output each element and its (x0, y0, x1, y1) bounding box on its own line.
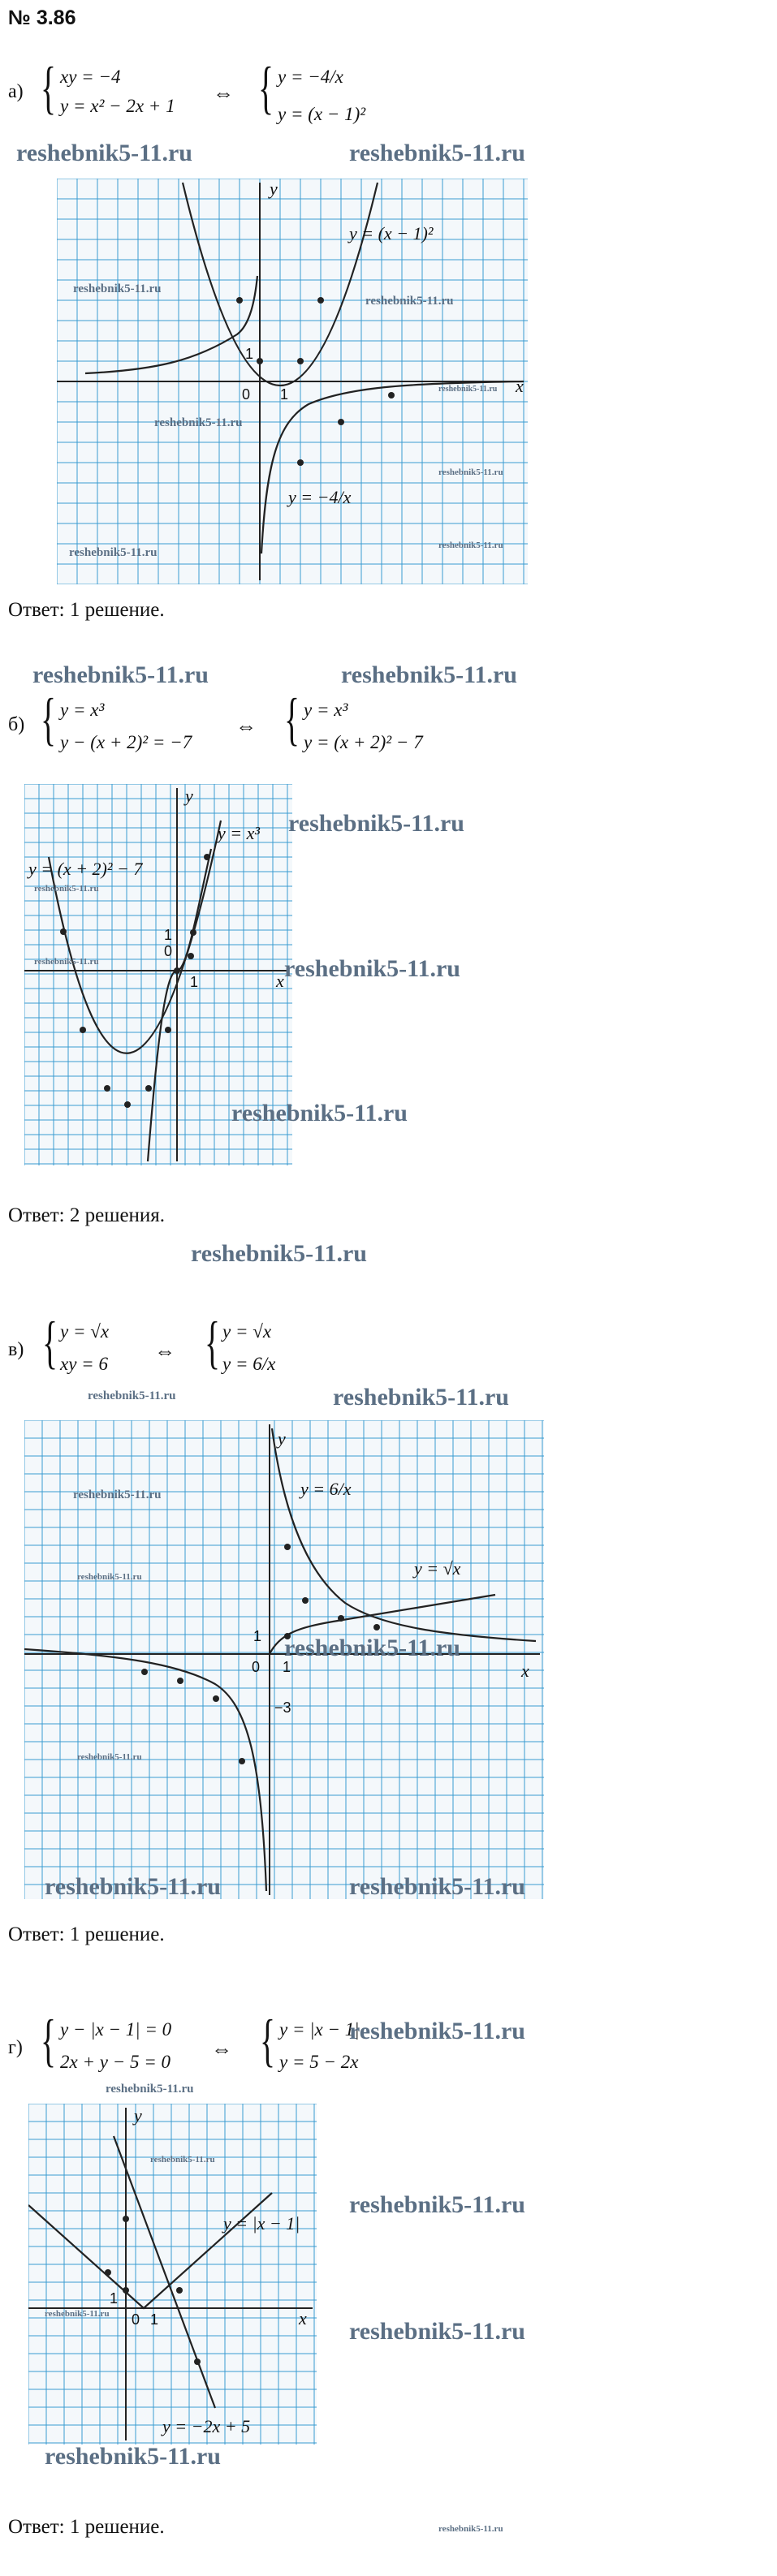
part-d-iff: ⇔ (211, 2037, 232, 2061)
part-c-brace-left: { (42, 1310, 58, 1375)
axis-y-label: y (134, 2105, 142, 2126)
curve-label-cubic: y = x³ (218, 823, 260, 843)
watermark: reshebnik5-11.ru (45, 1873, 221, 1900)
part-b-eq-right-1: y = x³ (304, 700, 348, 720)
part-d-eq-right-1: y = |x − 1| (279, 2019, 360, 2040)
watermark: reshebnik5-11.ru (73, 1488, 162, 1501)
origin-label: 0 (242, 386, 251, 403)
part-b-brace-right: { (284, 687, 300, 752)
part-b-label: б) (8, 714, 25, 735)
part-a-answer: Ответ: 1 решение. (8, 599, 165, 621)
part-c-brace-right: { (205, 1310, 221, 1375)
axis-x-label: x (276, 971, 284, 991)
point (165, 1027, 171, 1033)
part-c-answer: Ответ: 1 решение. (8, 1923, 165, 1945)
unit-x-label: 1 (190, 974, 199, 990)
point (104, 1085, 110, 1092)
point (105, 2269, 111, 2276)
unit-y-label: 1 (164, 927, 173, 943)
point (388, 392, 395, 398)
part-d-brace-left: { (41, 2008, 57, 2073)
unit-x-label: 1 (150, 2311, 159, 2328)
part-a-label: а) (8, 81, 24, 102)
part-a-iff: ⇔ (213, 81, 234, 105)
part-d-eq-left-2: 2x + y − 5 = 0 (60, 2052, 171, 2072)
part-b-iff: ⇔ (235, 714, 257, 738)
point (297, 358, 304, 364)
axis-x-label: x (299, 2308, 307, 2328)
watermark: reshebnik5-11.ru (106, 2083, 194, 2096)
unit-x-label: 1 (283, 1659, 291, 1675)
curve-label-hyperbola: y = −4/x (288, 487, 352, 507)
watermark: reshebnik5-11.ru (333, 1384, 509, 1411)
part-c-eq-left-1: y = √x (60, 1321, 110, 1342)
part-b-eq-left-2: y − (x + 2)² = −7 (60, 732, 192, 752)
origin-label: 0 (132, 2311, 140, 2328)
watermark: reshebnik5-11.ru (349, 2018, 525, 2044)
point (80, 1027, 86, 1033)
curve-label-sqrt: y = √x (414, 1558, 461, 1579)
point (338, 1615, 344, 1622)
point (236, 297, 243, 304)
point (177, 1678, 183, 1684)
watermark: reshebnik5-11.ru (341, 661, 517, 688)
part-d-answer: Ответ: 1 решение. (8, 2516, 165, 2538)
part-a-eq-left-1: xy = −4 (60, 67, 121, 87)
part-a-brace-left: { (41, 55, 57, 120)
point (373, 1624, 380, 1630)
part-b-answer: Ответ: 2 решения. (8, 1204, 166, 1226)
part-b-eq-right-2: y = (x + 2)² − 7 (304, 732, 423, 752)
part-d-eq-right-2: y = 5 − 2x (279, 2052, 359, 2072)
watermark: reshebnik5-11.ru (438, 541, 503, 550)
point (188, 953, 194, 959)
part-c-eq-right-1: y = √x (222, 1321, 272, 1342)
watermark: reshebnik5-11.ru (34, 884, 99, 894)
part-c-iff: ⇔ (154, 1339, 175, 1363)
part-d-eq-left-1: y − |x − 1| = 0 (60, 2019, 172, 2040)
unit-y-label: 1 (245, 346, 254, 362)
axis-x-label: x (521, 1661, 529, 1681)
watermark: reshebnik5-11.ru (73, 282, 162, 295)
watermark: reshebnik5-11.ru (88, 1389, 176, 1402)
point (123, 2287, 129, 2294)
origin-label: 0 (164, 943, 173, 959)
axis-x-label: x (516, 376, 524, 396)
watermark: reshebnik5-11.ru (438, 2524, 503, 2534)
watermark: reshebnik5-11.ru (34, 957, 99, 967)
point (145, 1085, 152, 1092)
origin-label: 0 (252, 1659, 261, 1675)
watermark: reshebnik5-11.ru (349, 140, 525, 166)
watermark: reshebnik5-11.ru (69, 546, 158, 559)
watermark: reshebnik5-11.ru (349, 1873, 525, 1900)
watermark: reshebnik5-11.ru (77, 1572, 142, 1582)
point (297, 459, 304, 466)
curve-label-abs: y = |x − 1| (223, 2213, 300, 2234)
problem-number: № 3.86 (8, 6, 76, 29)
watermark: reshebnik5-11.ru (438, 467, 503, 477)
part-c-eq-left-2: xy = 6 (60, 1354, 108, 1374)
part-c-label: в) (8, 1339, 24, 1360)
graph-a (57, 179, 528, 584)
watermark: reshebnik5-11.ru (150, 2155, 215, 2165)
point (317, 297, 324, 304)
unit-x-label: 1 (280, 386, 289, 403)
part-a-eq-right-2: y = (x − 1)² (278, 104, 366, 124)
part-a-brace-right: { (258, 55, 274, 120)
point (190, 929, 196, 936)
point (60, 928, 67, 935)
part-a-eq-right-1: y = −4/x (278, 67, 343, 87)
watermark: reshebnik5-11.ru (284, 1635, 460, 1661)
point (194, 2358, 201, 2365)
part-b-eq-left-1: y = x³ (60, 700, 105, 720)
axis-y-label: y (278, 1428, 286, 1449)
point (204, 854, 210, 860)
point (124, 1101, 131, 1108)
point (213, 1695, 219, 1702)
watermark: reshebnik5-11.ru (191, 1240, 367, 1267)
watermark: reshebnik5-11.ru (438, 385, 498, 394)
point (257, 358, 263, 364)
curve-label-hyperbola: y = 6/x (300, 1479, 352, 1499)
unit-y-label: 1 (253, 1628, 262, 1644)
watermark: reshebnik5-11.ru (349, 2191, 525, 2218)
curve-label-parabola: y = (x − 1)² (349, 223, 434, 243)
point (338, 419, 344, 425)
point (174, 967, 180, 974)
watermark: reshebnik5-11.ru (365, 295, 454, 308)
watermark: reshebnik5-11.ru (349, 2318, 525, 2345)
watermark: reshebnik5-11.ru (77, 1752, 142, 1762)
part-d-brace-right: { (260, 2008, 276, 2073)
graph-d (28, 2104, 317, 2445)
watermark: reshebnik5-11.ru (288, 810, 464, 837)
curve-label-parabola: y = (x + 2)² − 7 (28, 859, 143, 879)
point (284, 1544, 291, 1550)
part-a-eq-left-2: y = x² − 2x + 1 (60, 96, 175, 116)
part-b-brace-left: { (41, 687, 57, 752)
point (141, 1669, 148, 1675)
watermark: reshebnik5-11.ru (45, 2443, 221, 2470)
axis-y-label: y (185, 786, 193, 806)
watermark: reshebnik5-11.ru (32, 661, 209, 688)
neg-tick-label: −3 (274, 1699, 291, 1716)
unit-y-label: 1 (110, 2290, 119, 2307)
part-c-eq-right-2: y = 6/x (222, 1354, 276, 1374)
watermark: reshebnik5-11.ru (284, 955, 460, 982)
watermark: reshebnik5-11.ru (45, 2309, 110, 2319)
point (302, 1597, 309, 1604)
point (123, 2216, 129, 2222)
point (176, 2287, 183, 2294)
graph-c (24, 1420, 544, 1899)
watermark: reshebnik5-11.ru (16, 140, 192, 166)
watermark: reshebnik5-11.ru (154, 416, 243, 429)
axis-y-label: y (270, 179, 278, 199)
curve-label-line: y = −2x + 5 (162, 2416, 251, 2436)
part-d-label: г) (8, 2037, 23, 2058)
point (239, 1758, 245, 1764)
watermark: reshebnik5-11.ru (231, 1100, 408, 1126)
